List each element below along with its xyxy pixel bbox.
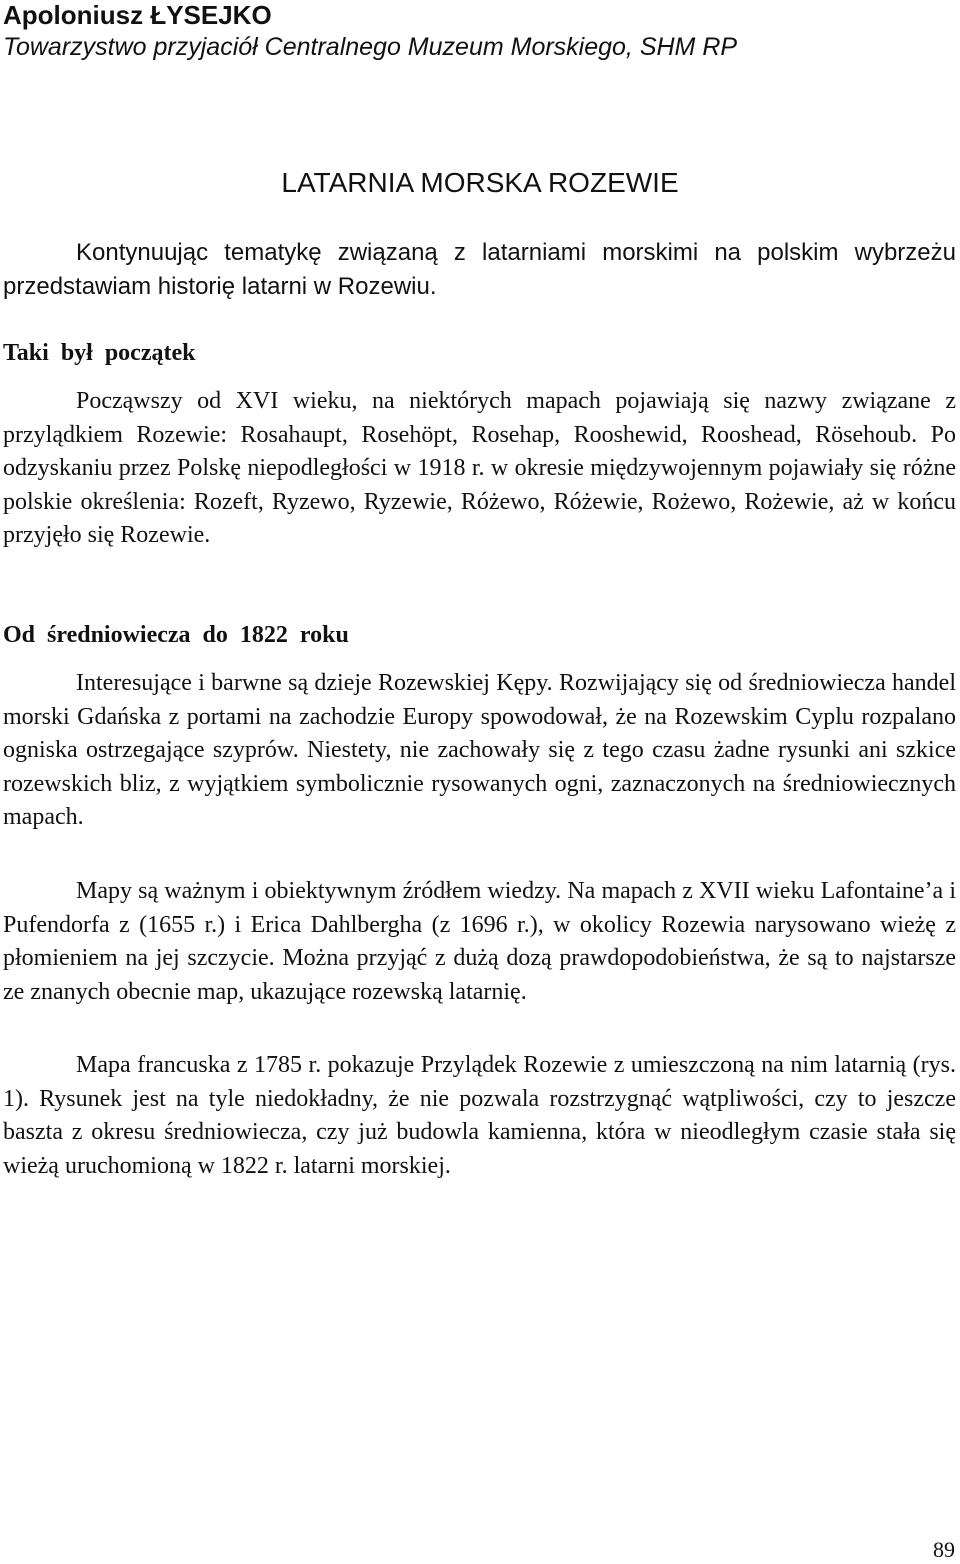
intro-paragraph: Kontynuując tematykę związaną z latarniami morskimi na polskim wybrzeżu przedstawiam historię latarni w Rozewiu. — [3, 239, 956, 300]
section-heading: Taki był początek — [3, 340, 196, 366]
paragraph: Począwszy od XVI wieku, na niektórych mapach pojawiają się nazwy związane z przylądkiem Rozewie: Rosahaupt, Rosehöpt, Rosehap, Rooshewid, Rooshead, Rösehoub. Po odzyskaniu przez Polskę niepodległości w 1918 r. w okresie międzywojennym pojawiały się różne polskie określenia: Rozeft, Ryzewo, Ryzewie, Różewo, Różewie, Rożewo, Rożewie, aż w końcu przyjęło się Rozewie. — [3, 388, 956, 548]
author-name: Apoloniusz ŁYSEJKO — [3, 0, 272, 30]
paragraph: Mapy są ważnym i obiektywnym źródłem wiedzy. Na mapach z XVII wieku Lafontaine’a i Pufendorfa z (1655 r.) i Erica Dahlbergha (z 1696 r.), w okolicy Rozewia narysowano wieżę z płomieniem na jej szczycie. Można przyjąć z dużą dozą prawdopodobieństwa, że są to najstarsze ze znanych obecnie map, ukazujące rozewską latarnię. — [3, 878, 956, 1005]
section-heading: Od średniowiecza do 1822 roku — [3, 622, 349, 648]
page-number: 89 — [933, 1537, 955, 1562]
paragraph: Interesujące i barwne są dzieje Rozewskiej Kępy. Rozwijający się od średniowiecza handel morski Gdańska z portami na zachodzie Europy spowodował, że na Rozewskim Cyplu rozpalano ogniska ostrzegające szyprów. Niestety, nie zachowały się z tego czasu żadne rysunki ani szkice rozewskich bliz, z wyjątkiem symbolicznie rysowanych ogni, zaznaczonych na średniowiecznych mapach. — [3, 670, 956, 830]
article-title: LATARNIA MORSKA ROZEWIE — [281, 167, 679, 198]
author-affiliation: Towarzystwo przyjaciół Centralnego Muzeum Morskiego, SHM RP — [3, 33, 738, 61]
paragraph: Mapa francuska z 1785 r. pokazuje Przylądek Rozewie z umieszczoną na nim latarnią (rys. 1). Rysunek jest na tyle niedokładny, że nie pozwala rozstrzygnąć wątpliwości, czy to jeszcze baszta z okresu średniowiecza, czy już budowla kamienna, która w nieodległym czasie stała się wieżą uruchomioną w 1822 r. latarni morskiej. — [3, 1052, 956, 1179]
